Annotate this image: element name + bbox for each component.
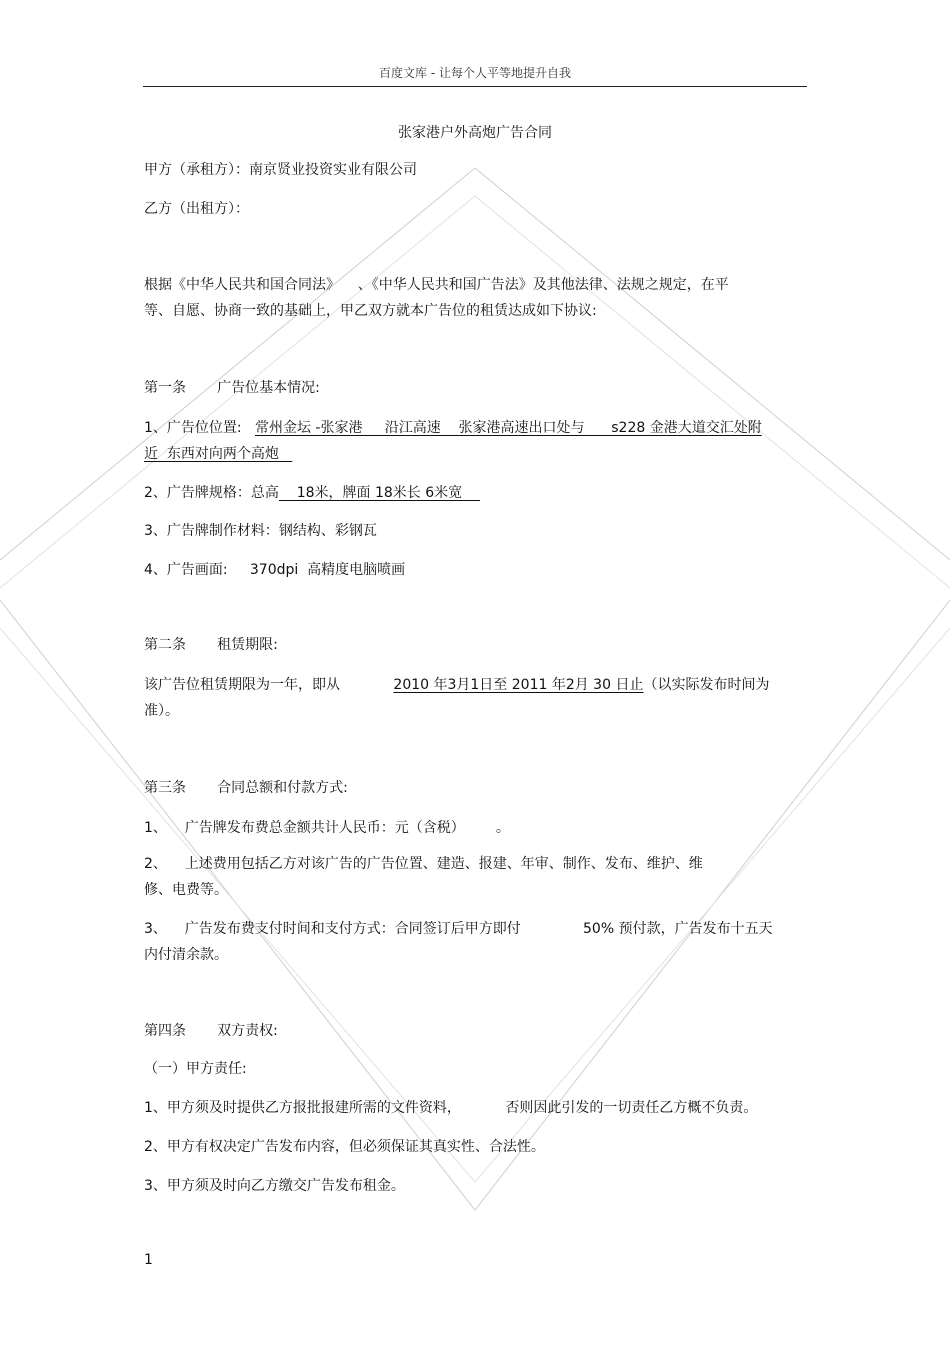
ad-location-cont: 近 东西对向两个高炮 <box>144 446 293 462</box>
article-1-item-3: 3、广告牌制作材料：钢结构、彩钢瓦 <box>144 523 377 539</box>
page-number: 1 <box>144 1252 153 1268</box>
article-3-item-2-line-2: 修、电费等。 <box>144 882 228 898</box>
article-1-item-2 <box>144 480 480 506</box>
document-title: 张家港户外高炮广告合同 <box>398 125 552 141</box>
party-b: 乙方（出租方）： <box>144 201 249 217</box>
lease-term-dates: 2010 年3月1日至 2011 年2月 30 日止 <box>393 677 644 693</box>
article-3-item-1: 1、 广告牌发布费总金额共计人民币：元（含税） 。 <box>144 820 510 836</box>
article-3-item-3-line-1: 3、 广告发布费支付时间和支付方式：合同签订后甲方即付 50% 预付款，广告发布十五天 <box>144 921 773 937</box>
article-2-heading: 第二条 租赁期限: <box>144 637 278 653</box>
party-a: 甲方（承租方）：南京贤业投资实业有限公司 <box>144 162 417 178</box>
header-divider <box>143 86 807 87</box>
article-1-heading: 第一条 广告位基本情况: <box>144 380 320 396</box>
article-4-subheading: （一）甲方责任: <box>144 1061 247 1077</box>
article-1-item-4: 4、广告画面: 370dpi 高精度电脑喷画 <box>144 562 406 578</box>
lease-term-suffix: （以实际发布时间为 <box>643 677 770 693</box>
article-4-item-2: 2、甲方有权决定广告发布内容，但必须保证其真实性、合法性。 <box>144 1139 545 1155</box>
article-2-line-1 <box>144 672 769 698</box>
article-4-item-3: 3、甲方须及时向乙方缴交广告发布租金。 <box>144 1178 405 1194</box>
article-4-heading: 第四条 双方责权: <box>144 1023 278 1039</box>
item-2-prefix: 2、广告牌规格：总高 <box>144 485 279 501</box>
billboard-size: 18米，牌面 18米长 6米宽 <box>278 485 480 501</box>
article-1-item-1 <box>144 415 762 441</box>
intro-line-2: 等、自愿、协商一致的基础上，甲乙双方就本广告位的租赁达成如下协议: <box>144 303 597 319</box>
intro-line-1: 根据《中华人民共和国合同法》 、《中华人民共和国广告法》及其他法律、法规之规定，在平 <box>144 277 729 293</box>
article-2-line-2: 准）。 <box>144 703 179 719</box>
page-header: 百度文库 - 让每个人平等地提升自我 <box>379 66 571 80</box>
article-4-item-1: 1、甲方须及时提供乙方报批报建所需的文件资料， 否则因此引发的一切责任乙方概不负责。 <box>144 1100 758 1116</box>
article-3-item-2-line-1: 2、 上述费用包括乙方对该广告的广告位置、建造、报建、年审、制作、发布、维护、维 <box>144 856 703 872</box>
article-1-item-1-cont <box>144 441 292 467</box>
article-3-item-3-line-2: 内付清余款。 <box>144 947 228 963</box>
ad-location: 常州金坛 -张家港 沿江高速 张家港高速出口处与 s228 金港大道交汇处附 <box>254 420 762 436</box>
lease-term-prefix: 该广告位租赁期限为一年，即从 <box>144 677 394 693</box>
article-3-heading: 第三条 合同总额和付款方式: <box>144 780 348 796</box>
item-1-prefix: 1、广告位位置: <box>144 420 255 436</box>
